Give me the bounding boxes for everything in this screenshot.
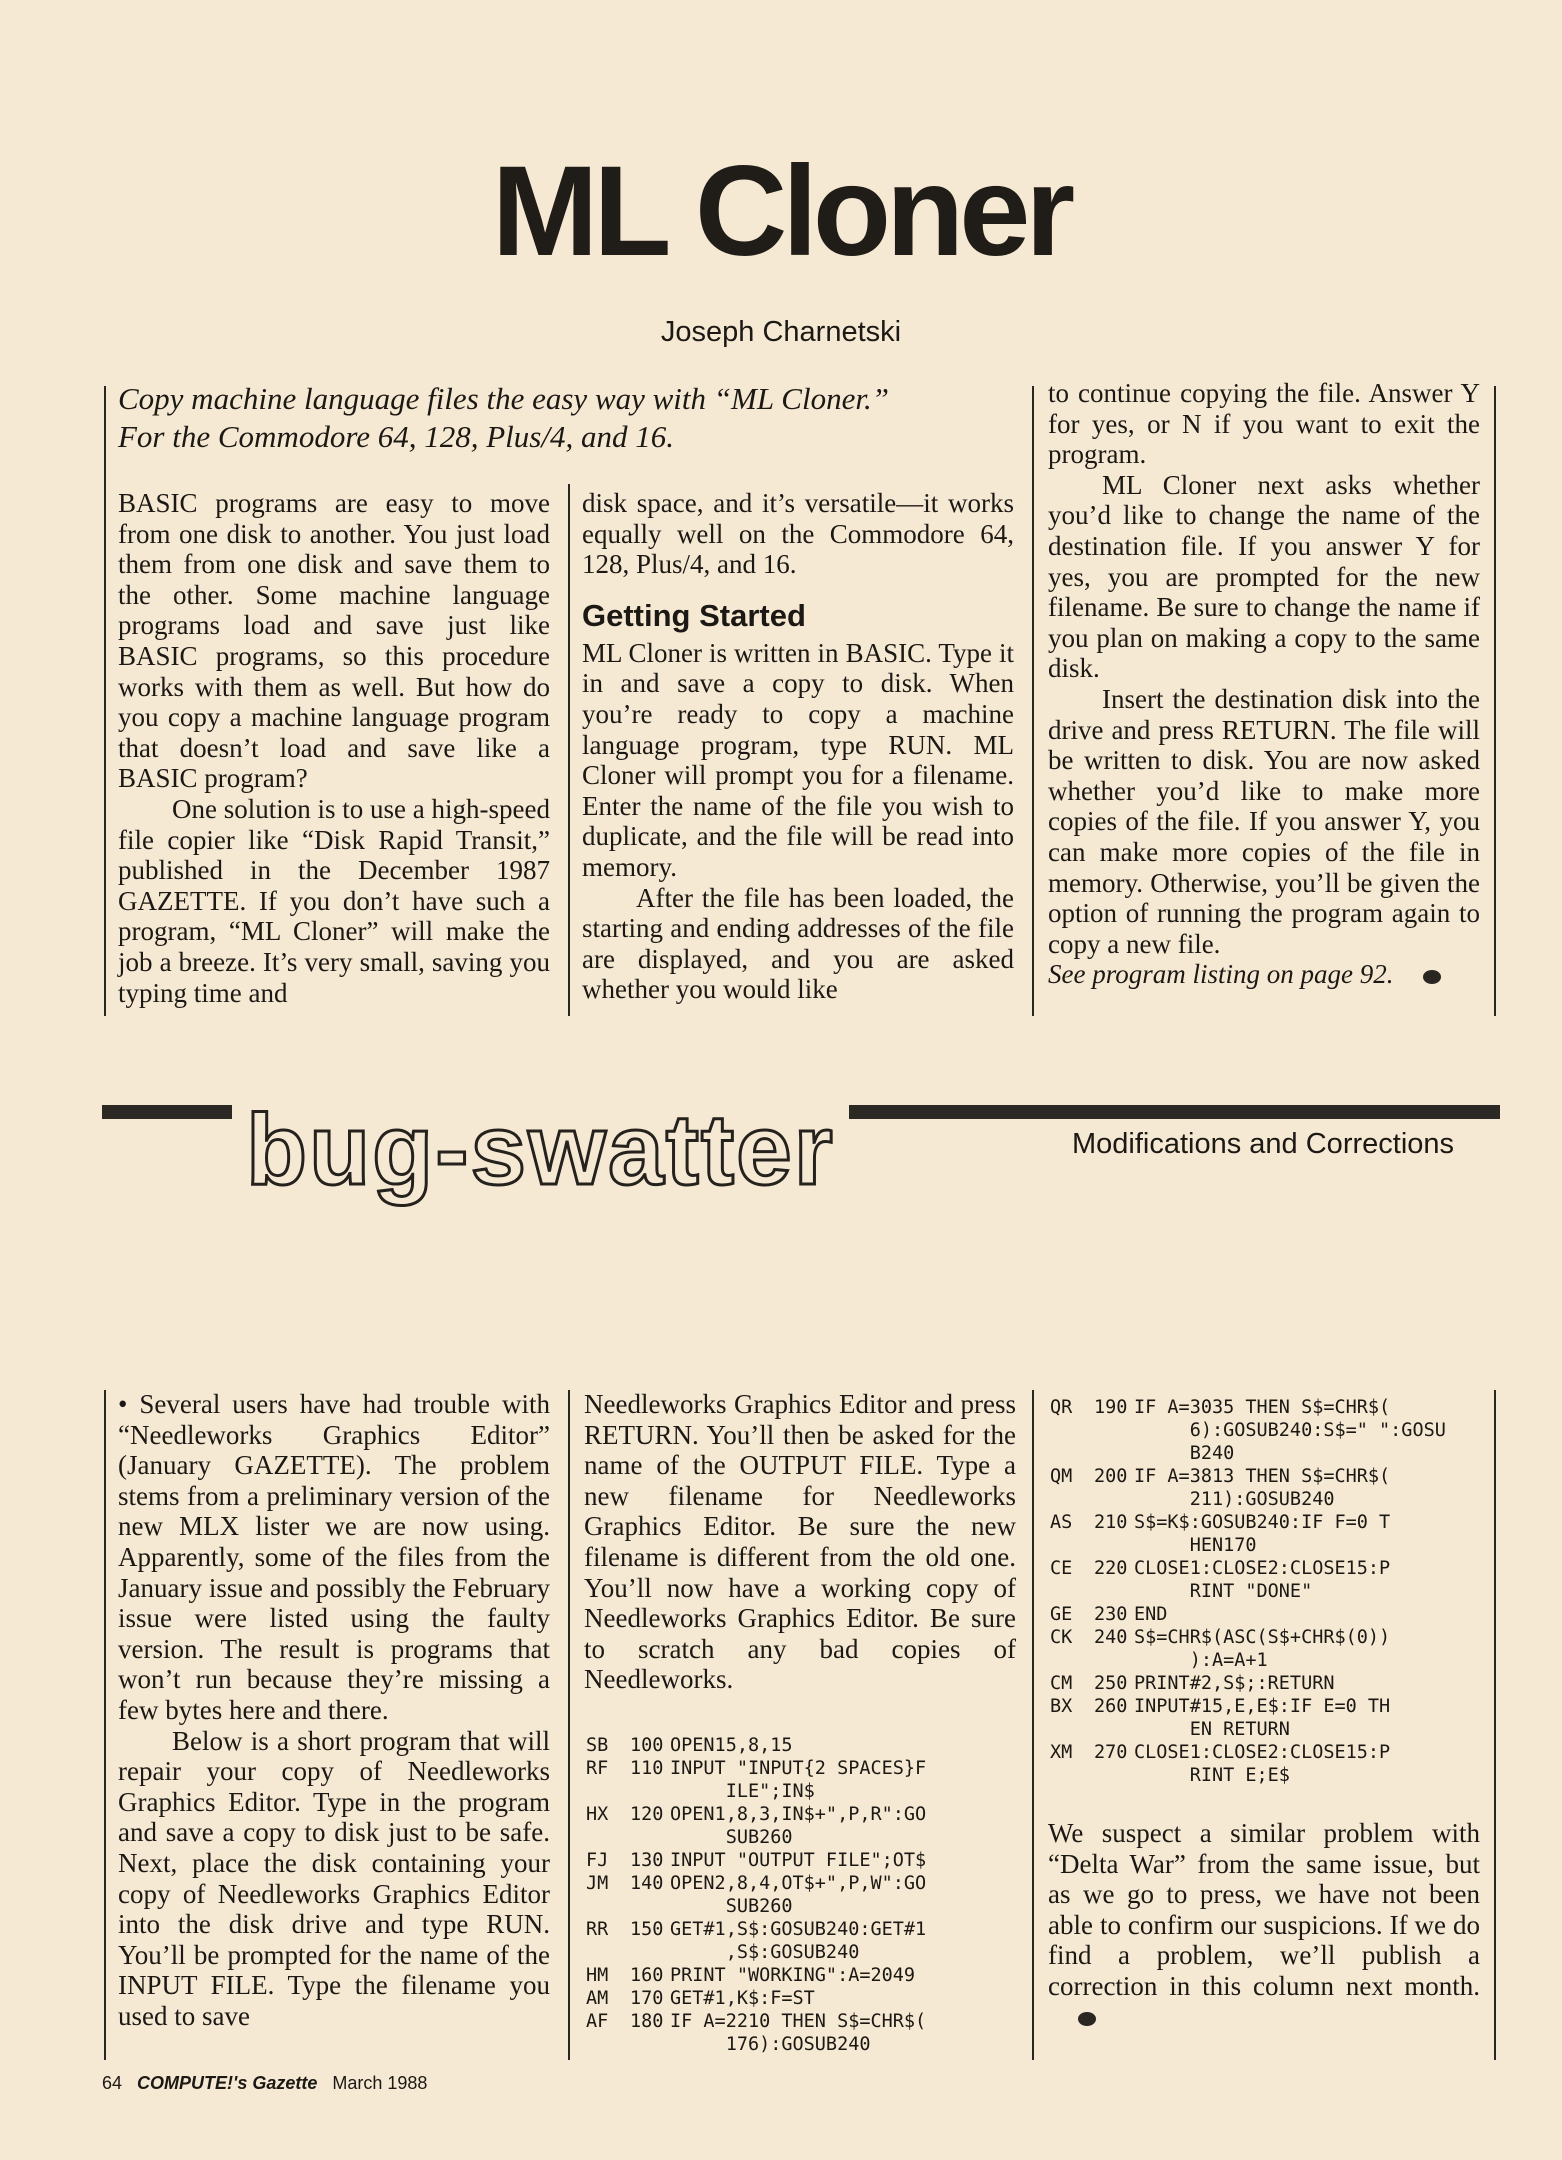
line-number: 220 bbox=[1094, 1558, 1128, 1579]
line-number: 210 bbox=[1094, 1512, 1128, 1533]
paragraph: Needleworks Graphics Editor and press RETURN. You’ll then be asked for the name of the OUTPUT FILE. Type a new filename for Needleworks Graphics Editor. Be sure the new filename is different from the old one. You’ll now have a working copy of Needleworks Graphics Editor. Be sure to scratch any bad copies of Needleworks. bbox=[584, 1389, 1016, 1695]
listing-line bbox=[1050, 1741, 1490, 1787]
code-text: CLOSE1:CLOSE2:CLOSE15:P RINT "DONE" bbox=[1134, 1558, 1391, 1602]
checksum-code: CM bbox=[1050, 1673, 1073, 1694]
listing-line bbox=[586, 1964, 1026, 1987]
bug-swatter-logo bbox=[232, 1094, 849, 1206]
checksum-code: HX bbox=[586, 1804, 609, 1825]
line-number: 240 bbox=[1094, 1627, 1128, 1648]
program-listing-part-2 bbox=[1050, 1396, 1490, 1787]
code-text: IF A=3035 THEN S$=CHR$( 6):GOSUB240:S$=" ":GOSU B240 bbox=[1134, 1397, 1446, 1464]
line-number: 230 bbox=[1094, 1604, 1128, 1625]
listing-reference bbox=[1048, 959, 1480, 990]
bug-swatter-logo-text: bug-swatter bbox=[246, 1094, 835, 1206]
code-text: IF A=2210 THEN S$=CHR$( 176):GOSUB240 bbox=[670, 2011, 927, 2055]
code-text: INPUT "INPUT{2 SPACES}F ILE";IN$ bbox=[670, 1758, 927, 1802]
paragraph: ML Cloner next asks whether you’d like to change the name of the destination file. If you answer Y for yes, you are prompted for the new filename. Be sure to change the name if you plan on making a copy to the same disk. bbox=[1048, 469, 1480, 684]
paragraph: BASIC programs are easy to move from one disk to another. You just load them from one disk and save them to the other. Some machine language programs load and save just like BASIC programs, so this procedure works with them as well. But how do you copy a machine language program that doesn’t load and save like a BASIC program? bbox=[118, 488, 550, 794]
article-title: ML Cloner bbox=[491, 140, 1071, 283]
article-column-3 bbox=[1048, 378, 1480, 990]
checksum-code: RF bbox=[586, 1758, 609, 1779]
checksum-code: BX bbox=[1050, 1696, 1073, 1717]
checksum-code: JM bbox=[586, 1873, 609, 1894]
checksum-code: AF bbox=[586, 2011, 609, 2032]
line-number: 130 bbox=[630, 1850, 664, 1871]
article-deck bbox=[118, 380, 1038, 456]
listing-line bbox=[1050, 1626, 1490, 1672]
line-number: 100 bbox=[630, 1735, 664, 1756]
listing-line bbox=[1050, 1695, 1490, 1741]
paragraph: Below is a short program that will repair your copy of Needleworks Graphics Editor. Type in the program and save a copy to disk just to be safe. Next, place the disk containing your copy of Needleworks Graphics Editor into the disk drive and type RUN. You’ll be prompted for the name of the INPUT FILE. Type the filename you used to save bbox=[118, 1725, 550, 2031]
line-number: 250 bbox=[1094, 1673, 1128, 1694]
column-rule bbox=[568, 484, 570, 1016]
end-mark-icon bbox=[1078, 2012, 1096, 2026]
code-text: INPUT#15,E,E$:IF E=0 TH EN RETURN bbox=[1134, 1696, 1391, 1740]
checksum-code: RR bbox=[586, 1919, 609, 1940]
line-number: 150 bbox=[630, 1919, 664, 1940]
page-number: 64 bbox=[102, 2073, 123, 2093]
line-number: 170 bbox=[630, 1988, 664, 2009]
listing-line bbox=[586, 1918, 1026, 1964]
checksum-code: QR bbox=[1050, 1397, 1073, 1418]
bugswatter-column-1 bbox=[118, 1389, 550, 2031]
code-text: OPEN1,8,3,IN$+",P,R":GO SUB260 bbox=[670, 1804, 927, 1848]
listing-line bbox=[1050, 1557, 1490, 1603]
paragraph bbox=[1048, 1818, 1480, 2032]
column-rule bbox=[1494, 1390, 1496, 2060]
issue-date: March 1988 bbox=[332, 2073, 428, 2093]
listing-line bbox=[1050, 1396, 1490, 1465]
paragraph: ML Cloner is written in BASIC. Type it in and save a copy to disk. When you’re ready to copy a machine language program, type RUN. ML Cloner will prompt you for a filename. Enter the name of the file you wish to duplicate, and the file will be read into memory. bbox=[582, 637, 1014, 882]
column-rule bbox=[1032, 1390, 1034, 2060]
paragraph: to continue copying the file. Answer Y for yes, or N if you want to exit the program. bbox=[1048, 378, 1480, 470]
paragraph: Insert the destination disk into the drive and press RETURN. The file will be written to disk. You are now asked whether you’d like to make more copies of the file. If you answer Y, you can make more copies of the file in memory. Otherwise, you’ll be given the option of running the program again to copy a new file. bbox=[1048, 683, 1480, 959]
listing-line bbox=[1050, 1603, 1490, 1626]
checksum-code: FJ bbox=[586, 1850, 609, 1871]
bugswatter-column-3 bbox=[1048, 1818, 1480, 2032]
checksum-code: CE bbox=[1050, 1558, 1073, 1579]
listing-line bbox=[586, 1872, 1026, 1918]
end-mark-icon bbox=[1423, 970, 1441, 984]
see-listing-text: See program listing on page 92. bbox=[1048, 959, 1394, 990]
checksum-code: AM bbox=[586, 1988, 609, 2009]
listing-line bbox=[1050, 1672, 1490, 1695]
paragraph: • Several users have had trouble with “Needleworks Graphics Editor” (January GAZETTE). The problem stems from a preliminary version of the new MLX lister we are now using. Apparently, some of the files from the January issue and possibly the February issue were listed using the faulty version. The result is programs that won’t run because they’re missing a few bytes here and there. bbox=[118, 1389, 550, 1725]
code-text: END bbox=[1134, 1604, 1168, 1625]
listing-line bbox=[586, 1757, 1026, 1803]
column-rule bbox=[104, 386, 106, 1016]
section-tagline: Modifications and Corrections bbox=[1072, 1128, 1455, 1160]
section-subhead: Getting Started bbox=[582, 597, 806, 633]
checksum-code: AS bbox=[1050, 1512, 1073, 1533]
line-number: 260 bbox=[1094, 1696, 1128, 1717]
checksum-code: HM bbox=[586, 1965, 609, 1986]
line-number: 110 bbox=[630, 1758, 664, 1779]
line-number: 190 bbox=[1094, 1397, 1128, 1418]
listing-line bbox=[586, 1849, 1026, 1872]
checksum-code: GE bbox=[1050, 1604, 1073, 1625]
paragraph: disk space, and it’s versatile—it works equally well on the Commodore 64, 128, Plus/4, and 16. bbox=[582, 488, 1014, 580]
code-text: OPEN15,8,15 bbox=[670, 1735, 793, 1756]
column-rule bbox=[1032, 386, 1034, 1016]
code-text: GET#1,K$:F=ST bbox=[670, 1988, 815, 2009]
listing-line bbox=[586, 1734, 1026, 1757]
listing-line bbox=[586, 1803, 1026, 1849]
code-text: S$=K$:GOSUB240:IF F=0 T HEN170 bbox=[1134, 1512, 1391, 1556]
line-number: 270 bbox=[1094, 1742, 1128, 1763]
code-text: OPEN2,8,4,OT$+",P,W":GO SUB260 bbox=[670, 1873, 927, 1917]
deck-line: Copy machine language files the easy way with “ML Cloner.” bbox=[118, 381, 889, 416]
listing-line bbox=[586, 1987, 1026, 2010]
line-number: 160 bbox=[630, 1965, 664, 1986]
line-number: 200 bbox=[1094, 1466, 1128, 1487]
program-listing-part-1 bbox=[586, 1734, 1026, 2056]
bugswatter-column-2 bbox=[584, 1389, 1016, 1695]
column-rule bbox=[1494, 386, 1496, 1016]
paragraph: One solution is to use a high-speed file copier like “Disk Rapid Transit,” published in the December 1987 GAZETTE. If you don’t have such a program, “ML Cloner” will make the job a breeze. It’s very small, saving you typing time and bbox=[118, 793, 550, 1008]
closing-text: We suspect a similar problem with “Delta War” from the same issue, but as we go to press, we have not been able to confirm our suspicions. If we do find a problem, we’ll publish a correction in this column next month. bbox=[1048, 1818, 1480, 2001]
checksum-code: QM bbox=[1050, 1466, 1073, 1487]
code-text: INPUT "OUTPUT FILE";OT$ bbox=[670, 1850, 927, 1871]
checksum-code: SB bbox=[586, 1735, 609, 1756]
listing-line bbox=[586, 2010, 1026, 2056]
magazine-name: COMPUTE!'s Gazette bbox=[137, 2073, 318, 2093]
article-column-1 bbox=[118, 488, 550, 1008]
article-column-2 bbox=[582, 488, 1014, 1005]
checksum-code: CK bbox=[1050, 1627, 1073, 1648]
checksum-code: XM bbox=[1050, 1742, 1073, 1763]
line-number: 180 bbox=[630, 2011, 664, 2032]
code-text: S$=CHR$(ASC(S$+CHR$(0)) ):A=A+1 bbox=[1134, 1627, 1391, 1671]
line-number: 120 bbox=[630, 1804, 664, 1825]
deck-line: For the Commodore 64, 128, Plus/4, and 16. bbox=[118, 419, 674, 454]
code-text: IF A=3813 THEN S$=CHR$( 211):GOSUB240 bbox=[1134, 1466, 1391, 1510]
listing-line bbox=[1050, 1465, 1490, 1511]
paragraph: After the file has been loaded, the starting and ending addresses of the file are displayed, and you are asked whether you would like bbox=[582, 882, 1014, 1005]
listing-line bbox=[1050, 1511, 1490, 1557]
code-text: GET#1,S$:GOSUB240:GET#1 ,S$:GOSUB240 bbox=[670, 1919, 927, 1963]
page-footer bbox=[102, 2073, 427, 2094]
code-text: PRINT#2,S$;:RETURN bbox=[1134, 1673, 1335, 1694]
column-rule bbox=[104, 1390, 106, 2060]
code-text: CLOSE1:CLOSE2:CLOSE15:P RINT E;E$ bbox=[1134, 1742, 1391, 1786]
column-rule bbox=[568, 1390, 570, 2060]
code-text: PRINT "WORKING":A=2049 bbox=[670, 1965, 916, 1986]
author-byline: Joseph Charnetski bbox=[660, 316, 902, 348]
line-number: 140 bbox=[630, 1873, 664, 1894]
